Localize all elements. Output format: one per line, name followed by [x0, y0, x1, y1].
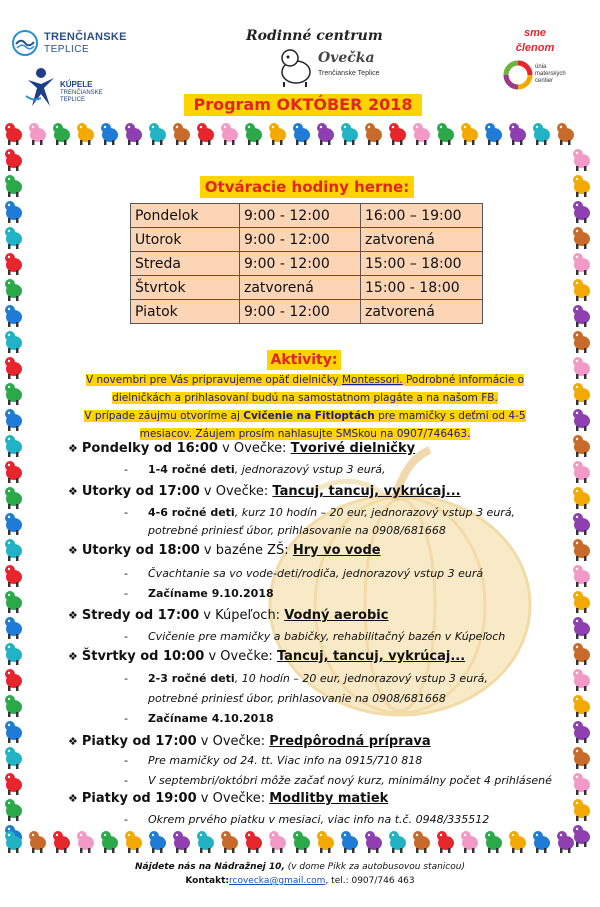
wave-logo-icon: [12, 30, 38, 56]
sheep-border-icon: [245, 831, 262, 853]
sheep-border-icon: [461, 123, 478, 145]
sheep-border-icon: [221, 123, 238, 145]
address-text: Nájdete nás na Nádražnej 10,: [135, 862, 285, 872]
fitlopta-note: [60, 406, 550, 442]
sheep-border-icon: [365, 831, 382, 853]
activity-heading: [68, 484, 461, 499]
sheep-border-icon: [5, 487, 22, 509]
sheep-border-icon: [125, 123, 142, 145]
dash-bullet: -: [124, 463, 128, 476]
detail-body: Čvachtanie sa vo vode-deti/rodiča, jednorazový vstup 3 eurá: [148, 567, 484, 580]
sheep-border-icon: [461, 831, 478, 853]
sheep-border-icon: [125, 831, 142, 853]
activity-title: Tancuj, tancuj, vykrúcaj...: [272, 484, 461, 499]
rodinne-centrum-logo: [236, 22, 396, 92]
activity-heading: [68, 543, 381, 558]
activity-place: v Ovečke:: [204, 649, 277, 664]
detail-text: [148, 774, 552, 787]
sheep-border-icon: [573, 669, 590, 691]
activity-title: Tancuj, tancuj, vykrúcaj...: [276, 649, 466, 664]
sheep-icon: [276, 44, 316, 88]
note-text: Podrobné informácie o dielničkách a prihlasovaní budú na samostatnom plagáte a na našom FB.: [112, 374, 525, 404]
detail-text: [148, 754, 422, 767]
sheep-border-icon: [573, 773, 590, 795]
time-cell: 9:00 - 12:00: [240, 300, 361, 324]
sheep-border-icon: [5, 773, 22, 795]
sheep-border-icon: [5, 383, 22, 405]
sheep-border-icon: [573, 305, 590, 327]
day-cell: Pondelok: [131, 204, 240, 228]
detail-text: [148, 712, 274, 725]
activity-time: Utorky od 18:00: [81, 543, 200, 558]
day-cell: Utorok: [131, 228, 240, 252]
sheep-border-icon: [101, 831, 118, 853]
sheep-border-icon: [573, 331, 590, 353]
sheep-border-icon: [5, 695, 22, 717]
sheep-border-icon: [269, 831, 286, 853]
sheep-border-icon: [533, 123, 550, 145]
time-cell: 16:00 – 19:00: [361, 204, 483, 228]
activity-title: Predpôrodná príprava: [269, 734, 431, 749]
sheep-border-icon: [365, 123, 382, 145]
dash-bullet: -: [124, 506, 128, 519]
sheep-border-icon: [413, 123, 430, 145]
sheep-border-icon: [573, 799, 590, 821]
sheep-border-icon: [573, 539, 590, 561]
sheep-border-icon: [573, 825, 590, 847]
activity-heading: [68, 649, 465, 664]
detail-text: [148, 672, 488, 685]
logo-text: Trenčianske Teplice: [318, 70, 380, 77]
sheep-border-icon: [53, 831, 70, 853]
time-cell: zatvorená: [240, 276, 361, 300]
sheep-border-icon: [101, 123, 118, 145]
address-line: [0, 862, 600, 872]
sheep-border-icon: [173, 831, 190, 853]
activity-place: v Ovečke:: [217, 441, 291, 456]
sheep-border-icon: [573, 227, 590, 249]
activities-title: Aktivity:: [267, 350, 341, 370]
contact-label: Kontakt:: [185, 876, 230, 886]
sheep-border-icon: [5, 591, 22, 613]
hours-title: Otváracie hodiny herne:: [200, 176, 414, 198]
activity-title: Modlitby matiek: [269, 791, 389, 806]
sheep-border-icon: [573, 695, 590, 717]
detail-body: Pre mamičky od 24. tt. Viac info na 0915/710 818: [148, 754, 423, 767]
activity-title: Tvorivé dielničky: [290, 441, 416, 456]
sheep-border-icon: [573, 643, 590, 665]
sheep-border-icon: [5, 539, 22, 561]
activity-time: Utorky od 17:00: [81, 484, 200, 499]
sheep-border-icon: [389, 831, 406, 853]
logo-text: TRENČIANSKE TEPLICE: [60, 90, 103, 103]
detail-text: [148, 567, 483, 580]
sheep-border-icon: [5, 149, 22, 171]
dash-bullet: -: [124, 567, 128, 580]
sheep-border-icon: [5, 305, 22, 327]
badge-text: sme: [523, 27, 547, 39]
logo-text: únia materských centier: [535, 64, 566, 84]
address-detail: (v dome Pikk za autobusovou stanicou): [284, 862, 465, 872]
sheep-border-icon: [5, 747, 22, 769]
detail-text: [148, 524, 446, 537]
day-cell: Piatok: [131, 300, 240, 324]
sheep-border-icon: [5, 669, 22, 691]
sheep-border-icon: [29, 123, 46, 145]
detail-body: , 10 hodín – 20 eur, jednorazový vstup 3 eurá,: [234, 672, 488, 685]
sheep-border-icon: [573, 721, 590, 743]
detail-emphasis: Začíname 9.10.2018: [148, 587, 274, 600]
badge-text: členom: [515, 42, 555, 54]
sheep-border-icon: [5, 331, 22, 353]
sheep-border-icon: [5, 461, 22, 483]
diamond-bullet-icon: ❖: [68, 442, 78, 455]
detail-body: V septembri/októbri môže začať nový kurz, minimálny počet 4 prihlásené: [148, 774, 552, 787]
activity-time: Štvrtky od 10:00: [81, 649, 205, 664]
sheep-border-icon: [573, 513, 590, 535]
sheep-border-icon: [317, 123, 334, 145]
phone-text: , tel.: 0907/746 463: [325, 876, 415, 886]
contact-line: [0, 876, 600, 886]
sheep-border-icon: [293, 831, 310, 853]
sheep-border-icon: [573, 149, 590, 171]
dash-bullet: -: [124, 754, 128, 767]
sheep-border-icon: [5, 799, 22, 821]
sheep-border-icon: [149, 123, 166, 145]
sheep-border-icon: [77, 831, 94, 853]
sheep-border-icon: [197, 831, 214, 853]
activity-heading: [68, 734, 431, 749]
activity-place: v Ovečke:: [199, 484, 273, 499]
sheep-border-icon: [5, 227, 22, 249]
sheep-border-icon: [5, 721, 22, 743]
detail-emphasis: 2-3 ročné deti: [148, 672, 235, 685]
sheep-border-icon: [437, 831, 454, 853]
activity-title: Vodný aerobic: [284, 608, 389, 623]
unia-logo: [503, 60, 573, 100]
activity-heading: [68, 791, 388, 806]
diamond-bullet-icon: ❖: [68, 609, 78, 622]
sheep-border-icon: [53, 123, 70, 145]
activity-heading: [68, 608, 388, 623]
sheep-border-icon: [5, 279, 22, 301]
page-title: Program OKTÓBER 2018: [184, 94, 422, 116]
sheep-border-icon: [341, 831, 358, 853]
logo-text: TEPLICE: [44, 44, 90, 55]
detail-emphasis: 1-4 ročné deti: [148, 463, 235, 476]
detail-emphasis: 4-6 ročné deti: [148, 506, 235, 519]
logo-text: TRENČIANSKE: [44, 31, 127, 43]
kupele-logo: [24, 66, 104, 114]
activity-time: Stredy od 17:00: [81, 608, 200, 623]
dash-bullet: -: [124, 672, 128, 685]
sheep-border-icon: [573, 487, 590, 509]
sheep-border-icon: [173, 123, 190, 145]
diamond-bullet-icon: ❖: [68, 735, 78, 748]
sheep-border-icon: [5, 409, 22, 431]
detail-body: Cvičenie pre mamičky a babičky, rehabilitačný bazén v Kúpeľoch: [148, 630, 506, 643]
time-cell: 9:00 - 12:00: [240, 204, 361, 228]
detail-text: [148, 463, 386, 476]
sheep-border-icon: [77, 123, 94, 145]
detail-body: Okrem prvého piatku v mesiaci, viac info na t.č. 0948/335512: [148, 813, 490, 826]
sheep-border-icon: [573, 617, 590, 639]
time-cell: 9:00 - 12:00: [240, 228, 361, 252]
note-text: V prípade záujmu otvoríme aj: [84, 410, 244, 422]
sheep-border-icon: [437, 123, 454, 145]
sheep-border-icon: [573, 253, 590, 275]
sheep-border-icon: [5, 123, 22, 145]
time-cell: zatvorená: [361, 228, 483, 252]
detail-emphasis: Začíname 4.10.2018: [148, 712, 274, 725]
sheep-border-icon: [5, 175, 22, 197]
sheep-border-icon: [341, 123, 358, 145]
sheep-border-icon: [485, 831, 502, 853]
sheep-border-icon: [5, 435, 22, 457]
day-cell: Štvrtok: [131, 276, 240, 300]
diamond-bullet-icon: ❖: [68, 485, 78, 498]
sheep-border-icon: [5, 201, 22, 223]
time-cell: 15:00 - 18:00: [361, 276, 483, 300]
dash-bullet: -: [124, 630, 128, 643]
detail-text: [148, 506, 515, 519]
activity-place: v bazéne ZŠ:: [199, 543, 293, 558]
running-figure-icon: [24, 66, 58, 110]
sheep-border-icon: [573, 279, 590, 301]
sheep-border-icon: [573, 747, 590, 769]
hours-row: [131, 252, 483, 276]
note-text: V novembri pre Vás pripravujeme opäť dielničky: [85, 374, 342, 386]
sheep-border-icon: [293, 123, 310, 145]
hours-row: [131, 276, 483, 300]
sheep-border-icon: [29, 831, 46, 853]
sheep-border-icon: [573, 175, 590, 197]
sheep-border-icon: [573, 357, 590, 379]
time-cell: zatvorená: [361, 300, 483, 324]
logo-text: KÚPELE: [60, 80, 93, 89]
sheep-border-icon: [269, 123, 286, 145]
sheep-border-icon: [573, 435, 590, 457]
activity-time: Piatky od 19:00: [81, 791, 197, 806]
dash-bullet: -: [124, 712, 128, 725]
note-emphasis: Cvičenie na Fitloptách: [243, 410, 375, 422]
activity-place: v Ovečke:: [196, 791, 270, 806]
activity-title: Hry vo vode: [292, 543, 381, 558]
time-cell: 15:00 – 18:00: [361, 252, 483, 276]
montessori-link[interactable]: Montessori.: [341, 374, 403, 386]
activity-time: Piatky od 17:00: [81, 734, 197, 749]
sheep-border-icon: [389, 123, 406, 145]
activity-place: v Kúpeľoch:: [199, 608, 285, 623]
sheep-border-icon: [245, 123, 262, 145]
logo-text: Rodinné centrum: [246, 28, 383, 44]
dash-bullet: -: [124, 774, 128, 787]
opening-hours-table: [130, 203, 483, 324]
sheep-border-icon: [573, 591, 590, 613]
sheep-border-icon: [5, 357, 22, 379]
email-link[interactable]: rcovecka@gmail.com: [229, 876, 326, 886]
sheep-border-icon: [5, 617, 22, 639]
sheep-border-icon: [557, 831, 574, 853]
sheep-border-icon: [509, 123, 526, 145]
sheep-border-icon: [485, 123, 502, 145]
hours-row: [131, 204, 483, 228]
sheep-border-icon: [221, 831, 238, 853]
detail-body: , jednorazový vstup 3 eurá,: [234, 463, 386, 476]
hours-row: [131, 300, 483, 324]
member-badge: [510, 26, 560, 56]
dash-bullet: -: [124, 813, 128, 826]
logo-text: Ovečka: [318, 50, 375, 66]
sheep-border-icon: [5, 253, 22, 275]
activity-time: Pondelky od 16:00: [81, 441, 218, 456]
diamond-bullet-icon: ❖: [68, 792, 78, 805]
sheep-border-icon: [5, 513, 22, 535]
activity-heading: [68, 441, 415, 456]
sheep-border-icon: [573, 461, 590, 483]
sheep-border-icon: [149, 831, 166, 853]
sheep-border-icon: [5, 565, 22, 587]
activity-place: v Ovečke:: [196, 734, 270, 749]
diamond-bullet-icon: ❖: [68, 544, 78, 557]
note-text: pre mamičky s deťmi od 4-5 mesiacov. Záujem prosím nahlasujte SMSkou na 0907/746463.: [139, 410, 526, 440]
sheep-border-icon: [557, 123, 574, 145]
sheep-border-icon: [509, 831, 526, 853]
sheep-border-icon: [573, 409, 590, 431]
diamond-bullet-icon: ❖: [68, 650, 78, 663]
detail-body: potrebné priniesť úbor, prihlasovanie na 0908/681668: [148, 524, 446, 537]
detail-text: [148, 692, 446, 705]
detail-body: , kurz 10 hodín – 20 eur, jednorazový vstup 3 eurá,: [234, 506, 516, 519]
sheep-border-icon: [533, 831, 550, 853]
time-cell: 9:00 - 12:00: [240, 252, 361, 276]
sheep-border-icon: [5, 643, 22, 665]
sheep-border-icon: [573, 565, 590, 587]
detail-text: [148, 813, 489, 826]
detail-text: [148, 587, 274, 600]
day-cell: Streda: [131, 252, 240, 276]
dash-bullet: -: [124, 587, 128, 600]
sheep-border-icon: [573, 383, 590, 405]
rainbow-circle-icon: [503, 60, 533, 90]
detail-text: [148, 630, 505, 643]
sheep-border-icon: [317, 831, 334, 853]
sheep-border-icon: [413, 831, 430, 853]
sheep-border-icon: [197, 123, 214, 145]
hours-row: [131, 228, 483, 252]
sheep-border-icon: [573, 201, 590, 223]
trencianske-teplice-logo: [12, 28, 142, 58]
detail-body: potrebné priniesť úbor, prihlasovanie na 0908/681668: [148, 692, 446, 705]
